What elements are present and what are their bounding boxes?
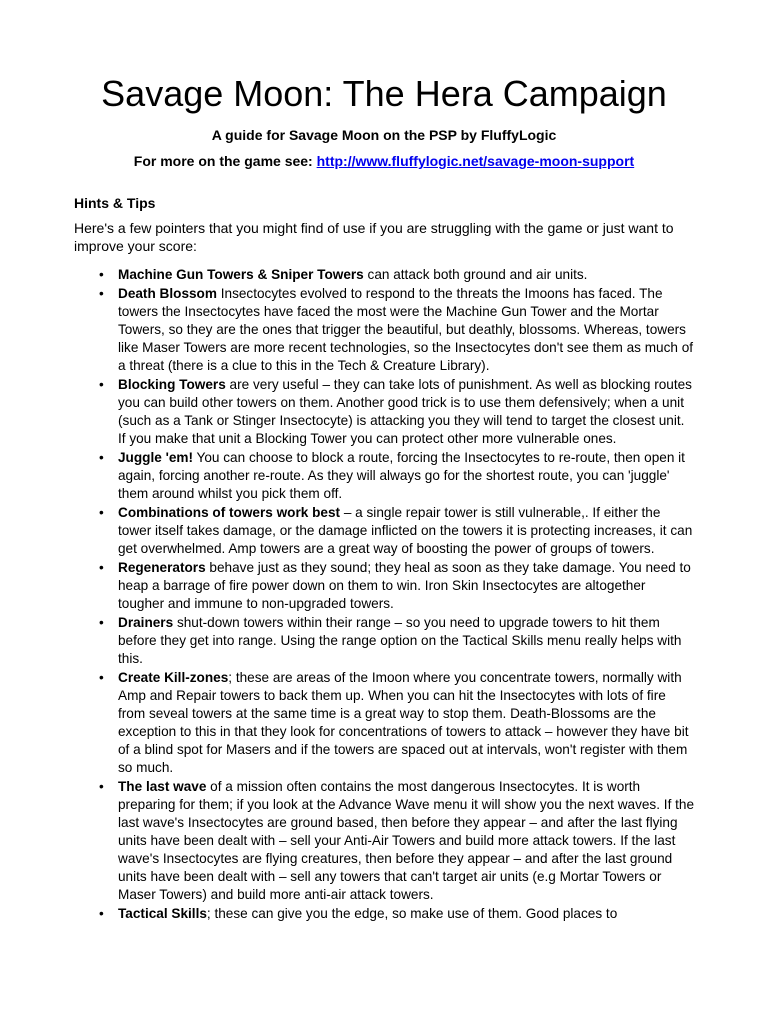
- tip-term: Create Kill-zones: [118, 670, 229, 686]
- tip-item: [99, 376, 694, 448]
- more-info-line: [74, 152, 694, 170]
- tip-text: ; these can give you the edge, so make use of them. Good places to: [206, 906, 618, 922]
- tips-list: [74, 266, 694, 923]
- tip-text: are very useful – they can take lots of punishment. As well as blocking routes you can build other towers on them. Another good trick is to use them defensively; when a unit (such as a Tank or Stinger Insectocyte) is attacking you they will tend to target the closest unit. If you make that unit a Blocking Tower you can protect other more vulnerable ones.: [118, 377, 692, 447]
- tip-text: – a single repair tower is still vulnerable,. If either the tower itself takes damage, or the damage inflicted on the towers it is protecting increases, it can get overwhelmed. Amp towers are a great way of boosting the power of groups of towers.: [118, 505, 693, 557]
- tip-text: You can choose to block a route, forcing the Insectocytes to re-route, then open it again, forcing another re-route. As they will always go for the shortest route, you can 'juggle' them around whilst you pick them off.: [118, 450, 685, 502]
- tip-term: Blocking Towers: [118, 377, 226, 393]
- bullet-icon: •: [99, 615, 104, 631]
- tip-term: The last wave: [118, 779, 207, 795]
- bullet-icon: •: [99, 450, 104, 466]
- tip-text: shut-down towers within their range – so you need to upgrade towers to hit them before they get into range. Using the range option on the Tactical Skills menu really helps with this.: [118, 615, 682, 667]
- bullet-icon: •: [99, 779, 104, 795]
- tip-text: of a mission often contains the most dangerous Insectocytes. It is worth preparing for them; if you look at the Advance Wave menu it will show you the next waves. If the last wave's Insectocytes are ground based, then before they appear – and after the last flying units have been dealt with – sell your Anti-Air Towers and build more attack towers. If the last wave's Insectocytes are flying creatures, then before they appear – and after the last ground units have been dealt with – sell any towers that can't target air units (e.g Mortar Towers or Maser Towers) and build more anti-air attack towers.: [118, 779, 695, 903]
- tip-text: ; these are areas of the Imoon where you concentrate towers, normally with Amp and Repair towers to back them up. When you can hit the Insectocytes with lots of fire from seveal towers at the same time is a great way to stop them. Death-Blossoms are the exception to this in that they look for concentrations of towers to attack – however they have bit of a blind spot for Masers and if the towers are spaced out at intervals, won't register with them so much.: [118, 670, 689, 776]
- intro-paragraph: Here's a few pointers that you might find of use if you are struggling with the game or just want to improve your score:: [74, 220, 674, 254]
- tip-item: [99, 504, 694, 558]
- tip-item: [99, 669, 694, 777]
- tip-term: Regenerators: [118, 560, 206, 576]
- tip-term: Death Blossom: [118, 286, 217, 302]
- tip-term: Drainers: [118, 615, 174, 631]
- bullet-icon: •: [99, 505, 104, 521]
- bullet-icon: •: [99, 377, 104, 393]
- tip-item: [99, 449, 694, 503]
- tip-item: [99, 285, 694, 375]
- tip-text: Insectocytes evolved to respond to the threats the Imoons has faced. The towers the Insectocytes have faced the most were the Machine Gun Tower and the Mortar Towers, so they are the ones that trigger the beautiful, but deathly, blossoms. Whereas, towers like Maser Towers are more recent technologies, so the Insectocytes don't see them as much of a threat (there is a clue to this in the Tech & Creature Library).: [118, 286, 694, 374]
- document-title: Savage Moon: The Hera Campaign: [101, 73, 667, 114]
- bullet-icon: •: [99, 560, 104, 576]
- bullet-icon: •: [99, 267, 104, 283]
- tip-term: Juggle 'em!: [118, 450, 193, 466]
- bullet-icon: •: [99, 670, 104, 686]
- tip-item: [99, 905, 694, 923]
- document-subtitle: A guide for Savage Moon on the PSP by FluffyLogic: [211, 127, 557, 143]
- more-info-prefix: For more on the game see:: [133, 153, 317, 169]
- tip-item: [99, 614, 694, 668]
- support-link[interactable]: http://www.fluffylogic.net/savage-moon-support: [316, 153, 635, 169]
- tip-term: Machine Gun Towers & Sniper Towers: [118, 267, 364, 283]
- section-heading: Hints & Tips: [74, 195, 156, 211]
- tip-item: [99, 778, 695, 904]
- tip-term: Combinations of towers work best: [118, 505, 341, 521]
- tip-item: [99, 266, 694, 284]
- tip-text: can attack both ground and air units.: [363, 267, 588, 283]
- bullet-icon: •: [99, 906, 104, 922]
- bullet-icon: •: [99, 286, 104, 302]
- tip-item: [99, 559, 694, 613]
- tip-text: behave just as they sound; they heal as soon as they take damage. You need to heap a barrage of fire power down on them to win. Iron Skin Insectocytes are altogether tougher and immune to non-upgraded towers.: [118, 560, 691, 612]
- tip-term: Tactical Skills: [118, 906, 207, 922]
